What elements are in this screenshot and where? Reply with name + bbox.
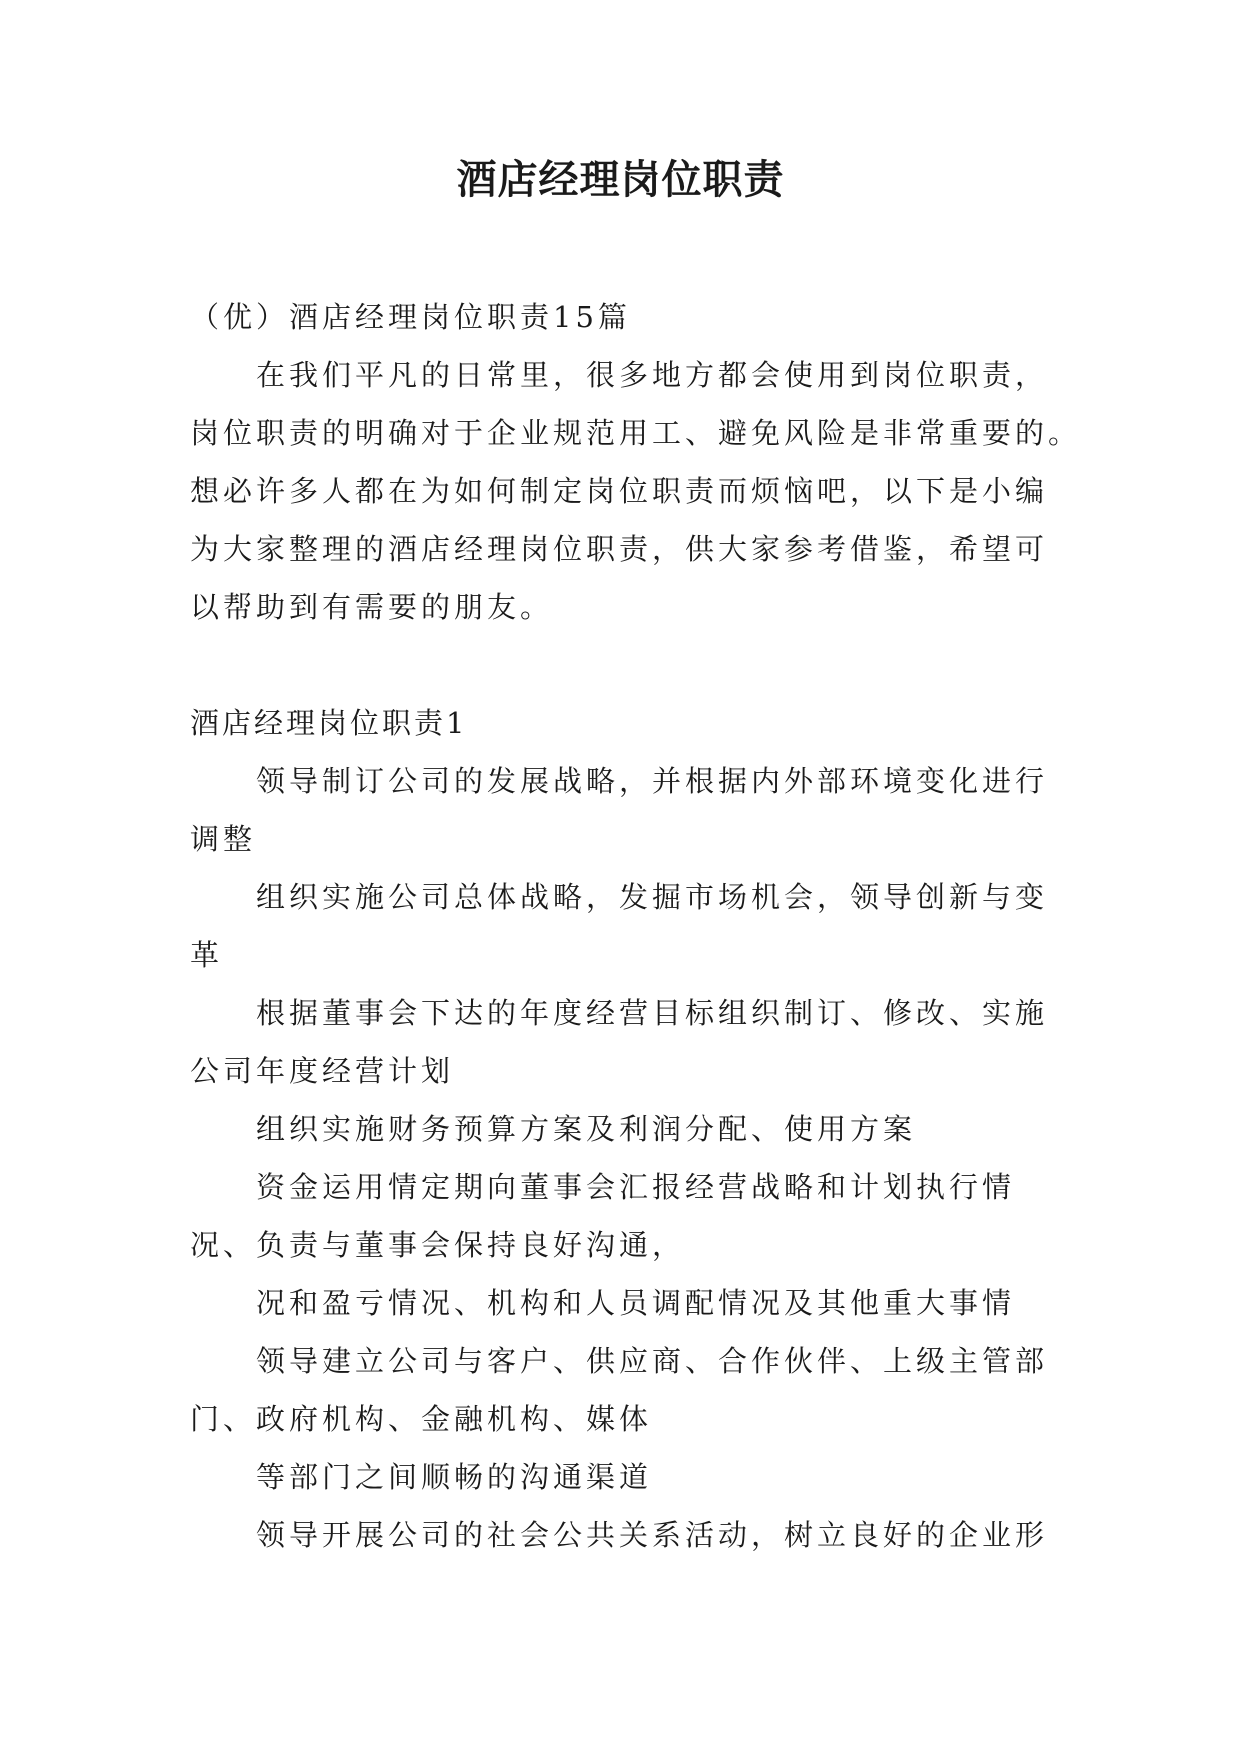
duty-line: 门、政府机构、金融机构、媒体 — [190, 1402, 653, 1436]
duty-line: 况、负责与董事会保持良好沟通， — [190, 1228, 686, 1262]
intro-line: 为大家整理的酒店经理岗位职责，供大家参考借鉴，希望可 — [190, 532, 1049, 566]
duty-line: 调整 — [190, 822, 257, 856]
duty-line: 组织实施财务预算方案及利润分配、使用方案 — [256, 1112, 917, 1146]
intro-line: 想必许多人都在为如何制定岗位职责而烦恼吧，以下是小编 — [190, 474, 1049, 508]
duty-line: 况和盈亏情况、机构和人员调配情况及其他重大事情 — [256, 1286, 1016, 1320]
duty-line: 公司年度经营计划 — [190, 1054, 455, 1088]
duty-line: 等部门之间顺畅的沟通渠道 — [256, 1460, 653, 1494]
intro-paragraph — [190, 346, 1082, 636]
document-title: 酒店经理岗位职责 — [456, 156, 785, 203]
duty-line: 根据董事会下达的年度经营目标组织制订、修改、实施 — [256, 996, 1049, 1030]
duty-line: 领导制订公司的发展战略，并根据内外部环境变化进行 — [256, 764, 1049, 798]
intro-line: 在我们平凡的日常里，很多地方都会使用到岗位职责， — [256, 358, 1049, 392]
document-body — [190, 288, 1082, 1564]
intro-line: 岗位职责的明确对于企业规范用工、避免风险是非常重要的。 — [190, 416, 1082, 450]
duty-line: 领导建立公司与客户、供应商、合作伙伴、上级主管部 — [256, 1344, 1049, 1378]
paragraph-spacer — [190, 636, 1052, 694]
duty-line: 革 — [190, 938, 224, 972]
section-heading: 酒店经理岗位职责1 — [190, 706, 468, 740]
intro-line: 以帮助到有需要的朋友。 — [190, 590, 554, 624]
duty-line: 领导开展公司的社会公共关系活动，树立良好的企业形 — [256, 1518, 1049, 1552]
document-subtitle: （优）酒店经理岗位职责15篇 — [190, 300, 631, 334]
duty-line: 组织实施公司总体战略，发掘市场机会，领导创新与变 — [256, 880, 1049, 914]
duty-line: 资金运用情定期向董事会汇报经营战略和计划执行情 — [256, 1170, 1016, 1204]
section-body — [190, 752, 1052, 1564]
